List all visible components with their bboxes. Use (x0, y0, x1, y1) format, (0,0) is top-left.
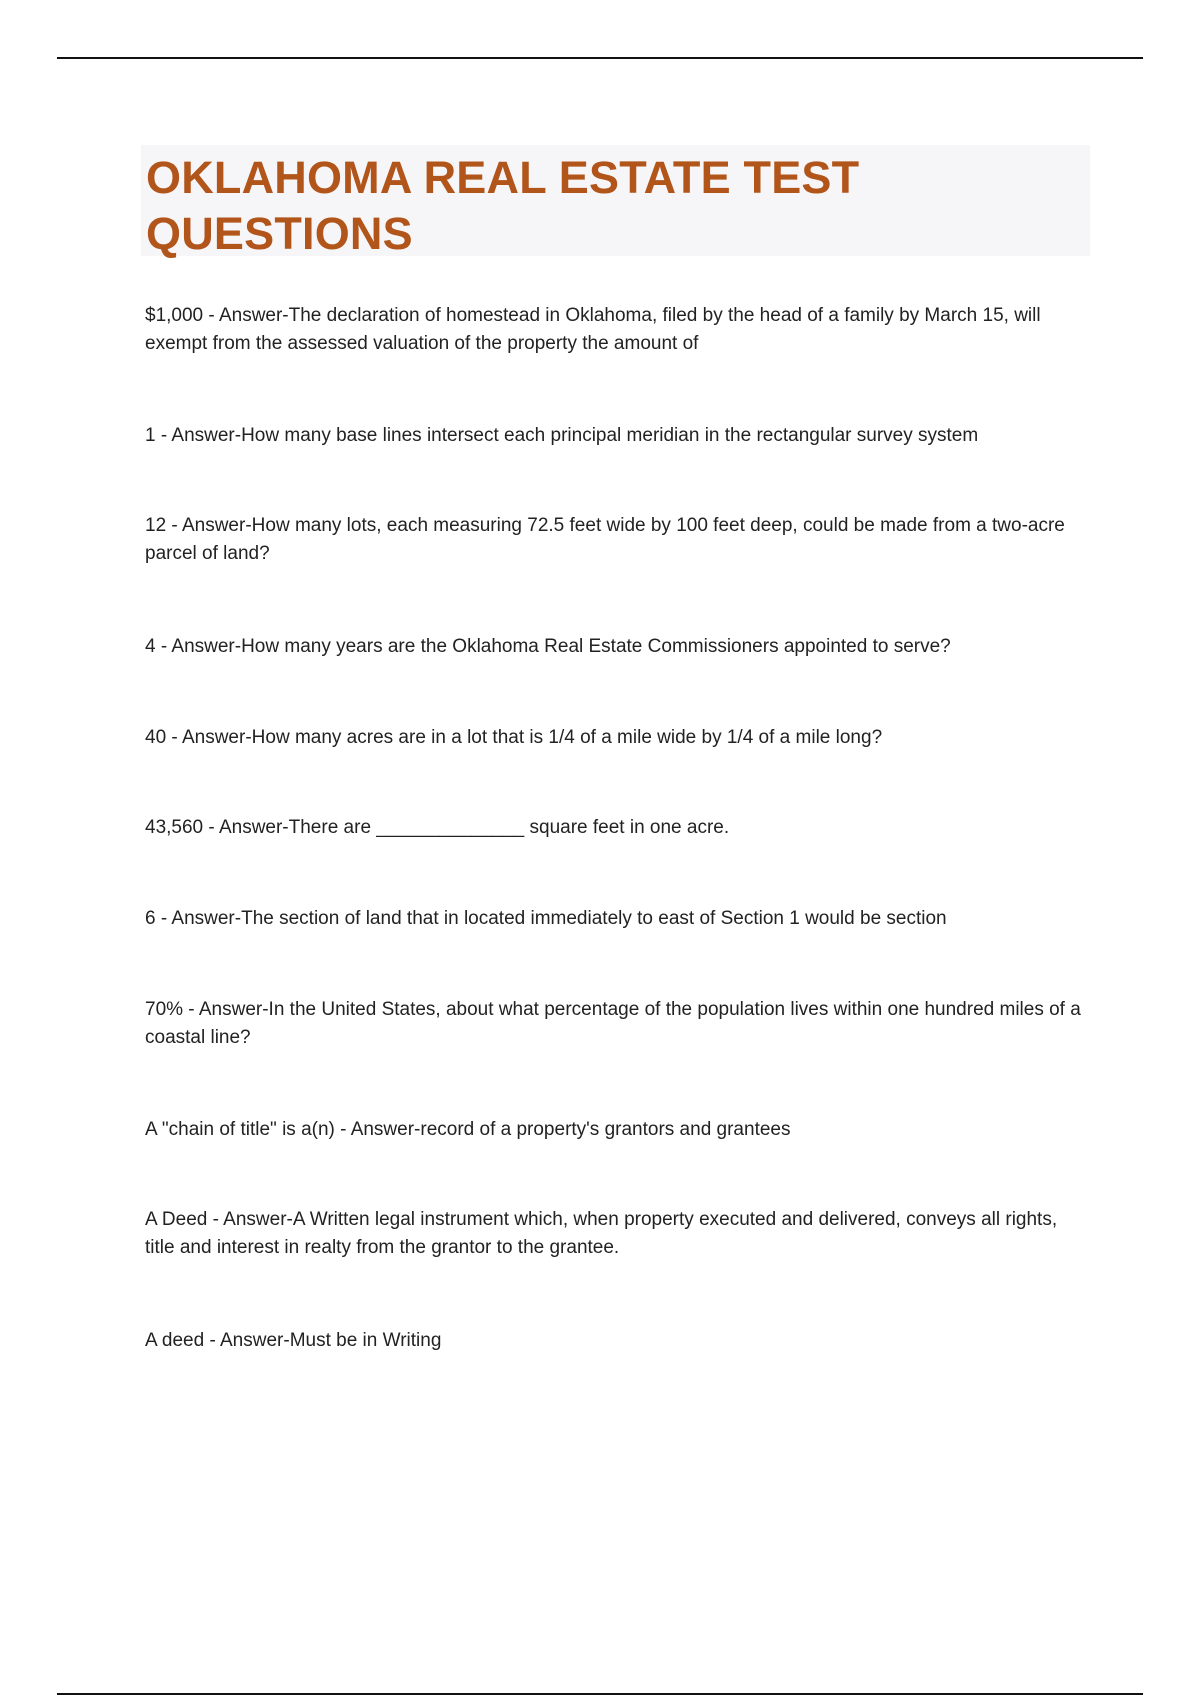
qa-item: 40 - Answer-How many acres are in a lot that is 1/4 of a mile wide by 1/4 of a mile long? (145, 727, 883, 748)
qa-item: 6 - Answer-The section of land that in located immediately to east of Section 1 would be section (145, 908, 947, 929)
qa-item: 1 - Answer-How many base lines intersect each principal meridian in the rectangular survey system (145, 425, 979, 446)
qa-item: $1,000 - Answer-The declaration of homestead in Oklahoma, filed by the head of a family by March 15, will exempt from the assessed valuation of the property the amount of (145, 305, 1041, 354)
qa-item: A "chain of title" is a(n) - Answer-record of a property's grantors and grantees (145, 1119, 791, 1140)
qa-item: 4 - Answer-How many years are the Oklahoma Real Estate Commissioners appointed to serve? (145, 636, 951, 657)
bottom-rule (57, 1693, 1143, 1695)
document-title: OKLAHOMA REAL ESTATE TEST QUESTIONS (146, 152, 860, 259)
qa-item: A Deed - Answer-A Written legal instrument which, when property executed and delivered, conveys all rights, title and interest in realty from the grantor to the grantee. (145, 1209, 1058, 1258)
qa-item: 12 - Answer-How many lots, each measuring 72.5 feet wide by 100 feet deep, could be made from a two-acre parcel of land? (145, 515, 1065, 564)
qa-item: A deed - Answer-Must be in Writing (145, 1330, 442, 1351)
top-rule (57, 57, 1143, 59)
qa-item: 43,560 - Answer-There are ______________ square feet in one acre. (145, 817, 730, 838)
qa-item: 70% - Answer-In the United States, about what percentage of the population lives within one hundred miles of a coastal line? (145, 999, 1081, 1048)
